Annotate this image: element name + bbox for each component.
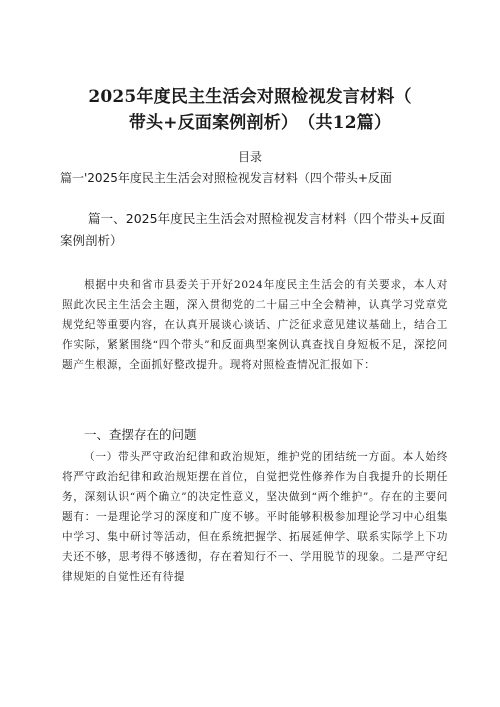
heading-issues: 一、查摆存在的问题 [84,427,197,442]
document-title-line-1: 2025年度民主生活会对照检视发言材料（ [88,87,412,107]
intro-paragraph: 根据中央和省市县委关于开好2024年度民主生活会的有关要求，本人对照此次民主生活会主题，深入贯彻党的二十届三中全会精神，认真学习党章党规党纪等重要内容，在认真开展谈心谈话、广泛征求意见建议基础上，结合工作实际，紧紧围绕“四个带头”和反面典型案例认真查找自身短板不足，深挖问题产生根源，全面抓好整改提升。现将对照检查情况汇报如下： [62,279,448,371]
toc-heading: 目录 [237,150,262,164]
document-title-line-2: 带头+反面案例剖析） （共12篇） [128,113,392,133]
toc-item[interactable]: 篇一'2025年度民主生活会对照检视发言材料（四个带头+反面 [60,171,392,185]
body-paragraph: （一）带头严守政治纪律和政治规矩，维护党的团结统一方面。本人始终将严守政治纪律和政治规矩摆在首位，自觉把党性修养作为自我提升的长期任务，深刻认识“两个确立”的决定性意义，坚决做到“两个维护”。存在的主要问题有：一是理论学习的深度和广度不够。平时能够积极参加理论学习中心组集中学习、集中研讨等活动，但在系统把握学、拓展延伸学、联系实际学上下功夫还不够，思考得不够透彻，存在着知行不一、学用脱节的现象。二是严守纪律规矩的自觉性还有待提 [62,451,448,583]
section-title: 篇一、2025年度民主生活会对照检视发言材料（四个带头+反面案例剖析） [60,211,445,248]
